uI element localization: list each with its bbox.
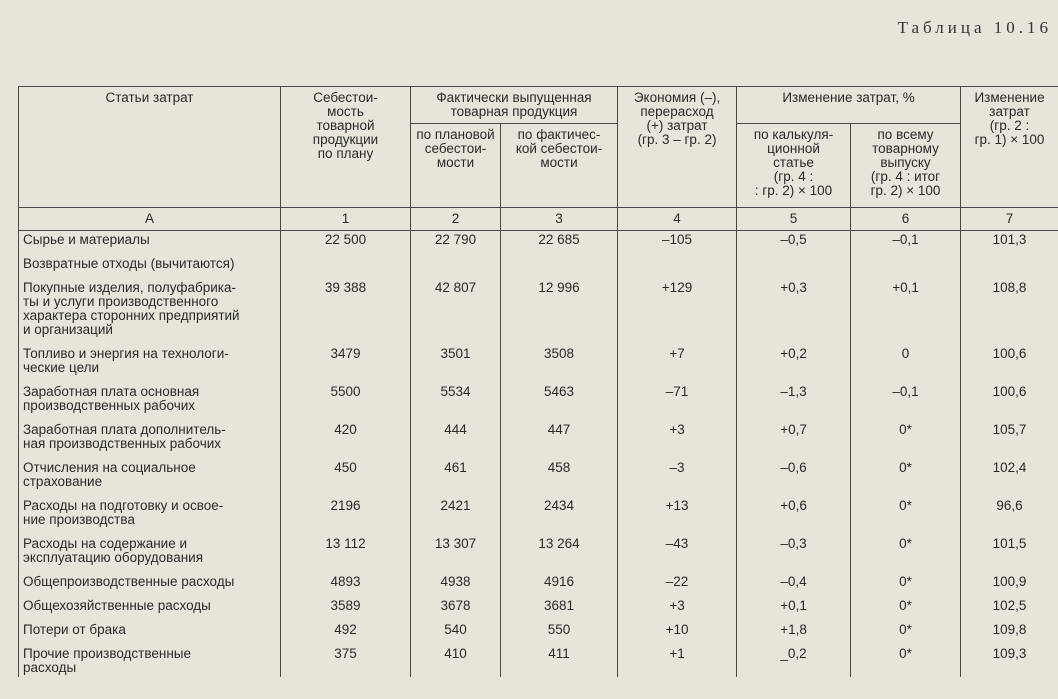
cell-c7: 109,3 — [961, 645, 1058, 677]
cell-c1: 3589 — [281, 597, 411, 621]
cell-c7: 100,9 — [961, 573, 1058, 597]
table-number-title: Таблица 10.16 — [897, 18, 1052, 37]
cell-c5: +0,1 — [737, 597, 851, 621]
cell-c5: –0,5 — [737, 231, 851, 255]
table-row — [19, 645, 1058, 677]
cell-c3: 3681 — [501, 597, 618, 621]
cell-c4: +3 — [618, 597, 737, 621]
cell-c4: +7 — [618, 345, 737, 383]
cell-c1: 22 500 — [281, 231, 411, 255]
cell-c2: 4938 — [411, 573, 501, 597]
cell-c6: 0* — [851, 597, 961, 621]
cell-c6: –0,1 — [851, 383, 961, 421]
cell-c1: 5500 — [281, 383, 411, 421]
cell-c6: 0* — [851, 573, 961, 597]
cell-c7: 102,4 — [961, 459, 1058, 497]
col-number: 7 — [961, 208, 1058, 231]
cell-c3: 447 — [501, 421, 618, 459]
cell-c5: +0,3 — [737, 279, 851, 345]
cell-c4: +129 — [618, 279, 737, 345]
cell-c7: 108,8 — [961, 279, 1058, 345]
cell-c2: 3678 — [411, 597, 501, 621]
table-row — [19, 459, 1058, 497]
header-economy: Экономия (–), перерасход (+) затрат (гр. 3 – гр. 2) — [618, 87, 737, 208]
cell-c5: +0,7 — [737, 421, 851, 459]
column-numbers-row — [19, 208, 1058, 231]
cell-c7: 100,6 — [961, 383, 1058, 421]
cost-item-name: Прочие производственные расходы — [19, 645, 281, 677]
cost-item-name: Расходы на подготовку и освое- ние производства — [19, 497, 281, 535]
cell-c5 — [737, 255, 851, 279]
cell-c5: +0,2 — [737, 345, 851, 383]
cell-c4: –105 — [618, 231, 737, 255]
cell-c6: 0 — [851, 345, 961, 383]
cell-c3: 22 685 — [501, 231, 618, 255]
table-row — [19, 231, 1058, 255]
cell-c4: +13 — [618, 497, 737, 535]
cell-c1: 39 388 — [281, 279, 411, 345]
cost-item-name: Общепроизводственные расходы — [19, 573, 281, 597]
cell-c7: 102,5 — [961, 597, 1058, 621]
cell-c1: 13 112 — [281, 535, 411, 573]
cell-c4: –71 — [618, 383, 737, 421]
cell-c5: –0,3 — [737, 535, 851, 573]
cell-c2: 444 — [411, 421, 501, 459]
cell-c6: 0* — [851, 535, 961, 573]
table-row — [19, 497, 1058, 535]
cell-c2: 5534 — [411, 383, 501, 421]
cell-c1: 4893 — [281, 573, 411, 597]
cost-item-name: Заработная плата дополнитель- ная производственных рабочих — [19, 421, 281, 459]
cost-item-name: Заработная плата основная производственных рабочих — [19, 383, 281, 421]
col-number: 2 — [411, 208, 501, 231]
cell-c3: 411 — [501, 645, 618, 677]
cell-c3: 550 — [501, 621, 618, 645]
col-number: 1 — [281, 208, 411, 231]
header-by-total: по всему товарному выпуску (гр. 4 : итог гр. 2) × 100 — [851, 124, 961, 208]
cell-c7: 96,6 — [961, 497, 1058, 535]
cell-c5: –0,4 — [737, 573, 851, 597]
cost-item-name: Покупные изделия, полуфабрика- ты и услуги производственного характера сторонних предприятий и организаций — [19, 279, 281, 345]
cell-c1: 2196 — [281, 497, 411, 535]
cell-c2 — [411, 255, 501, 279]
col-number: 3 — [501, 208, 618, 231]
cell-c7: 105,7 — [961, 421, 1058, 459]
cell-c5: +1,8 — [737, 621, 851, 645]
cell-c7: 101,5 — [961, 535, 1058, 573]
cell-c4: –43 — [618, 535, 737, 573]
header-change-group: Изменение затрат, % — [737, 87, 961, 124]
cell-c4: –22 — [618, 573, 737, 597]
cell-c2: 461 — [411, 459, 501, 497]
cell-c1: 375 — [281, 645, 411, 677]
cost-item-name: Топливо и энергия на технологи- ческие цели — [19, 345, 281, 383]
cell-c3: 458 — [501, 459, 618, 497]
header-by-plan: по плановой себестои- мости — [411, 124, 501, 208]
cell-c3: 5463 — [501, 383, 618, 421]
cell-c3: 12 996 — [501, 279, 618, 345]
cell-c3: 13 264 — [501, 535, 618, 573]
cost-item-name: Потери от брака — [19, 621, 281, 645]
cell-c2: 410 — [411, 645, 501, 677]
col-number: 4 — [618, 208, 737, 231]
col-number: А — [19, 208, 281, 231]
table-row — [19, 535, 1058, 573]
cell-c5: +0,6 — [737, 497, 851, 535]
table-row — [19, 421, 1058, 459]
cell-c7: 100,6 — [961, 345, 1058, 383]
cell-c5: –0,6 — [737, 459, 851, 497]
header-actual-group: Фактически выпущенная товарная продукция — [411, 87, 618, 124]
table-row — [19, 345, 1058, 383]
table-row — [19, 279, 1058, 345]
cell-c2: 540 — [411, 621, 501, 645]
cell-c6: 0* — [851, 621, 961, 645]
header-plan-cost: Себестои- мость товарной продукции по плану — [281, 87, 411, 208]
cell-c6: –0,1 — [851, 231, 961, 255]
cell-c2: 2421 — [411, 497, 501, 535]
cell-c6: 0* — [851, 421, 961, 459]
cost-item-name: Общехозяйственные расходы — [19, 597, 281, 621]
cell-c1: 450 — [281, 459, 411, 497]
cell-c1 — [281, 255, 411, 279]
cost-item-name: Возвратные отходы (вычитаются) — [19, 255, 281, 279]
header-articles: Статьи затрат — [19, 87, 281, 208]
cost-table — [18, 86, 1058, 677]
cell-c4 — [618, 255, 737, 279]
col-number: 6 — [851, 208, 961, 231]
cell-c3: 3508 — [501, 345, 618, 383]
table-row — [19, 621, 1058, 645]
cell-c5: –1,3 — [737, 383, 851, 421]
cell-c5: _0,2 — [737, 645, 851, 677]
cell-c7: 101,3 — [961, 231, 1058, 255]
cell-c4: +3 — [618, 421, 737, 459]
cell-c2: 13 307 — [411, 535, 501, 573]
cost-item-name: Расходы на содержание и эксплуатацию оборудования — [19, 535, 281, 573]
table-row — [19, 597, 1058, 621]
cell-c2: 42 807 — [411, 279, 501, 345]
table-row — [19, 573, 1058, 597]
cell-c2: 3501 — [411, 345, 501, 383]
table-row — [19, 255, 1058, 279]
cell-c1: 420 — [281, 421, 411, 459]
cell-c7 — [961, 255, 1058, 279]
cell-c3: 4916 — [501, 573, 618, 597]
cell-c1: 492 — [281, 621, 411, 645]
header-by-fact: по фактичес- кой себестои- мости — [501, 124, 618, 208]
cell-c3: 2434 — [501, 497, 618, 535]
cell-c6: +0,1 — [851, 279, 961, 345]
header-by-item: по калькуля- ционной статье (гр. 4 : : гр. 2) × 100 — [737, 124, 851, 208]
cell-c2: 22 790 — [411, 231, 501, 255]
cell-c4: –3 — [618, 459, 737, 497]
cell-c1: 3479 — [281, 345, 411, 383]
cell-c6: 0* — [851, 459, 961, 497]
col-number: 5 — [737, 208, 851, 231]
cell-c6: 0* — [851, 645, 961, 677]
cell-c7: 109,8 — [961, 621, 1058, 645]
cost-item-name: Сырье и материалы — [19, 231, 281, 255]
cell-c4: +10 — [618, 621, 737, 645]
cell-c6: 0* — [851, 497, 961, 535]
cell-c6 — [851, 255, 961, 279]
table-row — [19, 383, 1058, 421]
cell-c3 — [501, 255, 618, 279]
cost-item-name: Отчисления на социальное страхование — [19, 459, 281, 497]
cell-c4: +1 — [618, 645, 737, 677]
header-change-cost: Изменение затрат (гр. 2 : гр. 1) × 100 — [961, 87, 1058, 208]
